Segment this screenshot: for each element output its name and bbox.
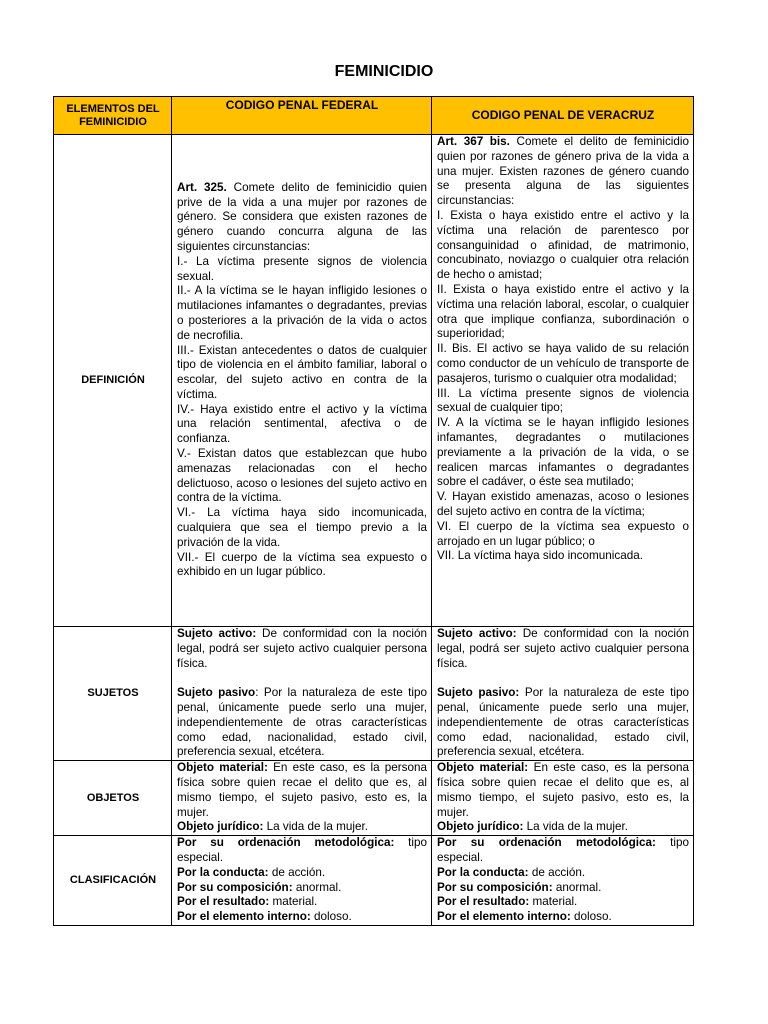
clasificacion-value: tipo especial. xyxy=(177,836,427,864)
list-item: IV.- Haya existido entre el activo y la víctima una relación sentimental, afectiva o de confianza. xyxy=(177,402,427,446)
objetos-veracruz-cell xyxy=(432,761,694,836)
list-item: VI.- La víctima haya sido incomunicada, cualquiera que sea el tiempo previo a la privación de la vida. xyxy=(177,506,427,549)
table-row-clasificacion xyxy=(54,836,694,926)
definicion-federal-cell xyxy=(172,135,432,627)
objeto-material-paragraph xyxy=(437,761,689,820)
definicion-veracruz-cell xyxy=(432,135,694,627)
row-label-definicion: DEFINICIÓN xyxy=(54,135,172,627)
clasificacion-value: de acción. xyxy=(268,865,326,879)
list-item: V. Hayan existido amenazas, acoso o lesiones del sujeto activo en contra de la víctima; xyxy=(437,490,689,518)
sujetos-veracruz-cell xyxy=(432,627,694,761)
comparison-table xyxy=(53,96,694,926)
article-text: Comete el delito de feminicidio quien por razones de género priva de la vida a una mujer. Existen razones de género cuando se presenta alguna de las siguientes circunstancias: xyxy=(437,135,689,208)
objeto-juridico-paragraph xyxy=(437,820,689,835)
table-header-row xyxy=(54,97,694,135)
row-label-objetos: OBJETOS xyxy=(54,761,172,836)
clasificacion-value: anormal. xyxy=(292,880,342,894)
sujeto-pasivo-paragraph xyxy=(437,686,689,760)
header-codigo-veracruz: CODIGO PENAL DE VERACRUZ xyxy=(432,97,694,135)
objeto-material-paragraph xyxy=(177,761,427,820)
clasificacion-item xyxy=(177,881,427,896)
sujetos-federal-cell xyxy=(172,627,432,761)
sujeto-pasivo-label: Sujeto pasivo xyxy=(177,686,256,700)
clasificacion-label: Por el elemento interno: xyxy=(437,910,571,924)
list-item: V.- Existan datos que establezcan que hubo amenazas relacionadas con el hecho delictuoso, acoso o lesiones del sujeto activo en contra de la víctima. xyxy=(177,447,427,505)
list-item: VI. El cuerpo de la víctima sea expuesto o arrojado en un lugar público; o xyxy=(437,519,689,548)
clasificacion-item xyxy=(437,836,689,866)
spacer xyxy=(177,671,427,686)
clasificacion-item xyxy=(437,910,689,925)
list-item: VII. La víctima haya sido incomunicada. xyxy=(437,549,643,563)
clasificacion-value: material. xyxy=(529,895,578,909)
list-item: IV. A la víctima se le hayan infligido lesiones infamantes, degradantes o mutilaciones previamente a la privación de la vida, o se realicen marcas infamantes o degradantes sobre el cadáver, o éste sea mutilado; xyxy=(437,416,689,489)
sujeto-activo-label: Sujeto activo: xyxy=(437,627,517,640)
clasificacion-item xyxy=(437,881,689,896)
clasificacion-item xyxy=(177,866,427,881)
objeto-material-label: Objeto material: xyxy=(177,761,268,775)
list-item: II. Bis. El activo se haya valido de su relación como conductor de un vehículo de transporte de pasajeros, turismo o cualquier otra modalidad; xyxy=(437,342,689,385)
sujeto-activo-label: Sujeto activo: xyxy=(177,627,257,640)
clasificacion-label: Por el elemento interno: xyxy=(177,910,311,924)
objeto-juridico-label: Objeto jurídico: xyxy=(437,820,524,834)
clasificacion-label: Por su composición: xyxy=(437,880,553,894)
objeto-material-text: En este caso, es la persona física sobre quien recae el delito que es, al mismo tiempo, el sujeto pasivo, esto es, la mujer. xyxy=(437,761,689,819)
sujeto-pasivo-text: Por la naturaleza de este tipo penal, únicamente puede serlo una mujer, independientemente de otras características como edad, nacionalidad, estado civil, preferencia sexual, etcétera. xyxy=(437,686,689,759)
clasificacion-label: Por el resultado: xyxy=(437,895,530,909)
clasificacion-value: de acción. xyxy=(528,865,586,879)
list-item: II.- A la víctima se le hayan infligido lesiones o mutilaciones infamantes o degradantes, previas o posteriores a la privación de la vida o actos de necrofilia. xyxy=(177,284,427,342)
clasificacion-item xyxy=(177,895,427,910)
sujeto-pasivo-label: Sujeto pasivo: xyxy=(437,686,520,700)
clasificacion-item xyxy=(177,836,427,866)
header-elementos: ELEMENTOS DEL FEMINICIDIO xyxy=(54,97,172,135)
spacer xyxy=(437,671,689,686)
clasificacion-item xyxy=(437,895,689,910)
table-row-definicion xyxy=(54,135,694,627)
list-item: I. Exista o haya existido entre el activo y la víctima una relación de parentesco por consanguinidad o afinidad, de matrimonio, concubinato, noviazgo o cualquier otra relación de hecho o amistad; xyxy=(437,208,689,282)
clasificacion-value: doloso. xyxy=(570,910,612,924)
table-row-sujetos xyxy=(54,627,694,761)
clasificacion-value: anormal. xyxy=(552,880,602,894)
clasificacion-value: tipo especial. xyxy=(437,836,689,864)
page-title: FEMINICIDIO xyxy=(334,63,434,80)
article-number: Art. 367 bis. xyxy=(437,135,510,148)
sujeto-activo-text: De conformidad con la noción legal, podrá ser sujeto activo cualquier persona física. xyxy=(437,627,689,670)
sujeto-activo-paragraph xyxy=(437,627,689,671)
clasificacion-label: Por su ordenación metodológica: xyxy=(437,836,656,850)
list-item: VII.- El cuerpo de la víctima sea expuesto o exhibido en un lugar público. xyxy=(177,550,427,579)
list-item: III. La víctima presente signos de violencia sexual de cualquier tipo; xyxy=(437,386,689,415)
clasificacion-item xyxy=(177,910,427,925)
objeto-juridico-paragraph xyxy=(177,820,427,835)
definicion-veracruz-intro xyxy=(437,135,689,207)
sujeto-activo-paragraph xyxy=(177,627,427,671)
clasificacion-label: Por la conducta: xyxy=(437,865,529,879)
header-codigo-federal: CODIGO PENAL FEDERAL xyxy=(172,97,432,135)
clasificacion-veracruz-cell xyxy=(432,836,694,926)
clasificacion-item xyxy=(437,866,689,881)
clasificacion-label: Por el resultado: xyxy=(177,895,270,909)
article-number: Art. 325. xyxy=(177,180,227,194)
list-item: II. Exista o haya existido entre el activo y la víctima una relación laboral, escolar, o cualquier otra que implique confianza, subordinación o superioridad; xyxy=(437,282,689,341)
objeto-material-label: Objeto material: xyxy=(437,761,529,775)
article-text: Comete delito de feminicidio quien prive de la vida a una mujer por razones de género. Se considera que existen razones de género cuando concurra alguna de las siguientes circunstancias: xyxy=(177,180,427,253)
clasificacion-label: Por la conducta: xyxy=(177,865,269,879)
clasificacion-label: Por su ordenación metodológica: xyxy=(177,836,395,850)
definicion-federal-intro xyxy=(177,181,427,253)
objeto-juridico-label: Objeto jurídico: xyxy=(177,820,264,834)
objeto-juridico-text: La vida de la mujer. xyxy=(263,820,368,834)
clasificacion-value: doloso. xyxy=(310,910,352,924)
list-item: I.- La víctima presente signos de violencia sexual. xyxy=(177,254,427,283)
clasificacion-federal-cell xyxy=(172,836,432,926)
row-label-clasificacion: CLASIFICACIÓN xyxy=(54,836,172,926)
objeto-material-text: En este caso, es la persona física sobre quien recae el delito que es, al mismo tiempo, el sujeto pasivo, esto es, la mujer. xyxy=(177,761,428,819)
sujeto-pasivo-paragraph xyxy=(177,686,427,760)
clasificacion-label: Por su composición: xyxy=(177,880,293,894)
table-row-objetos xyxy=(54,761,694,836)
objetos-federal-cell xyxy=(172,761,432,836)
row-label-sujetos: SUJETOS xyxy=(54,627,172,761)
sujeto-pasivo-text: : Por la naturaleza de este tipo penal, únicamente puede serlo una mujer, independientemente de otras características como edad, nacionalidad, estado civil, preferencia sexual, etcétera. xyxy=(177,686,427,759)
clasificacion-value: material. xyxy=(269,895,318,909)
sujeto-activo-text: De conformidad con la noción legal, podrá ser sujeto activo cualquier persona física. xyxy=(177,627,427,670)
list-item: III.- Existan antecedentes o datos de cualquier tipo de violencia en el ámbito familiar, laboral o escolar, del sujeto activo en contra de la víctima. xyxy=(177,343,427,401)
objeto-juridico-text: La vida de la mujer. xyxy=(523,820,628,834)
